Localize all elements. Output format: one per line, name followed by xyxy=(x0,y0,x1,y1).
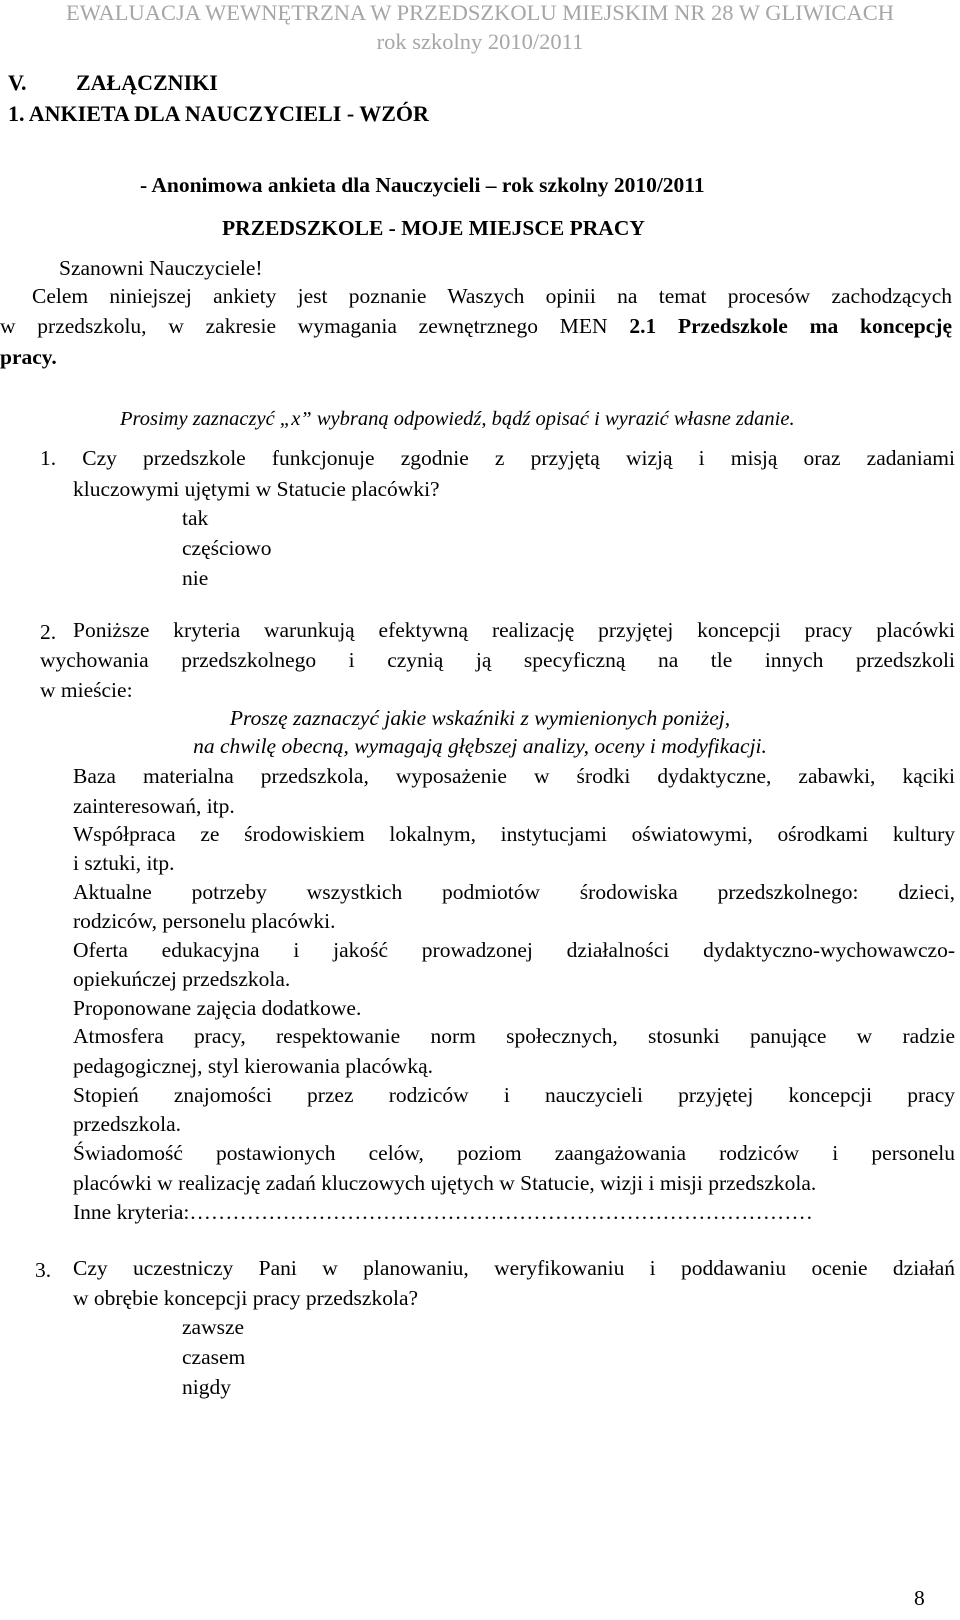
question-1-option-tak[interactable]: tak xyxy=(182,506,209,530)
question-3-line2: w obrębie koncepcji pracy przedszkola? xyxy=(73,1286,419,1310)
question-1-option-nie[interactable]: nie xyxy=(182,566,209,590)
criterion-7-line2: przedszkola. xyxy=(73,1112,182,1136)
criterion-5[interactable]: Proponowane zajęcia dodatkowe. xyxy=(73,996,362,1020)
criterion-7-line1[interactable]: Stopień znajomości przez rodziców i nauczycieli przyjętej koncepcji pracy xyxy=(73,1083,955,1107)
question-3-line1: Czy uczestniczy Pani w planowaniu, weryfikowaniu i poddawaniu ocenie działań xyxy=(73,1256,955,1280)
survey-title: - Anonimowa ankieta dla Nauczycieli – rok szkolny 2010/2011 xyxy=(140,173,705,197)
section-number: V. xyxy=(8,70,27,95)
requirement-name-continued: pracy. xyxy=(0,345,57,369)
criterion-1-line2: zainteresowań, itp. xyxy=(73,794,235,818)
intro-plain-text: w przedszkolu, w zakresie wymagania zewnętrznego MEN xyxy=(0,314,630,338)
criterion-1-line1[interactable]: Baza materialna przedszkola, wyposażenie w środki dydaktyczne, zabawki, kąciki xyxy=(73,764,955,788)
question-3-option-czasem[interactable]: czasem xyxy=(182,1345,246,1369)
question-2-number: 2. xyxy=(40,620,57,644)
requirement-name: 2.1 Przedszkole ma koncepcję xyxy=(629,314,952,338)
question-3-option-zawsze[interactable]: zawsze xyxy=(182,1315,245,1339)
question-1-line2: kluczowymi ujętymi w Statucie placówki? xyxy=(73,477,440,501)
survey-intro-line2 xyxy=(0,312,952,340)
section-title: ZAŁĄCZNIKI xyxy=(76,70,218,95)
question-2-line2: wychowania przedszkolnego i czynią ją specyficzną na tle innych przedszkoli xyxy=(40,648,955,672)
criterion-6-line1[interactable]: Atmosfera pracy, respektowanie norm społecznych, stosunki panujące w radzie xyxy=(73,1024,955,1048)
survey-intro-line1: Celem niniejszej ankiety jest poznanie Waszych opinii na temat procesów zachodzących xyxy=(32,284,952,308)
criterion-3-line1[interactable]: Aktualne potrzeby wszystkich podmiotów środowiska przedszkolnego: dzieci, xyxy=(73,880,955,904)
page-number: 8 xyxy=(914,1586,925,1610)
other-criteria-field[interactable]: Inne kryteria:…………………………………………………………………………… xyxy=(73,1200,813,1224)
criterion-2-line2: i sztuki, itp. xyxy=(73,851,175,875)
running-header-year: rok szkolny 2010/2011 xyxy=(376,29,584,54)
question-2-line3: w mieście: xyxy=(40,678,133,702)
question-2-line1: Poniższe kryteria warunkują efektywną realizację przyjętej koncepcji pracy placówki xyxy=(73,618,955,642)
running-header-title: EWALUACJA WEWNĘTRZNA W PRZEDSZKOLU MIEJSKIM NR 28 W GLIWICACH xyxy=(66,0,894,25)
question-3-number: 3. xyxy=(35,1258,52,1282)
question-1-option-czesciowo[interactable]: częściowo xyxy=(182,536,272,560)
survey-subtitle: PRZEDSZKOLE - MOJE MIEJSCE PRACY xyxy=(222,216,645,240)
question-1-line1: 1. Czy przedszkole funkcjonuje zgodnie z przyjętą wizją i misją oraz zadaniami xyxy=(40,446,955,470)
criterion-3-line2: rodziców, personelu placówki. xyxy=(73,909,336,933)
question-2-note-line1: Proszę zaznaczyć jakie wskaźniki z wymienionych poniżej, xyxy=(229,706,731,730)
survey-instruction: Prosimy zaznaczyć „x” wybraną odpowiedź, bądź opisać i wyrazić własne zdanie. xyxy=(120,408,795,430)
criterion-8-line1[interactable]: Świadomość postawionych celów, poziom zaangażowania rodziców i personelu xyxy=(73,1141,955,1165)
criterion-4-line1[interactable]: Oferta edukacyjna i jakość prowadzonej działalności dydaktyczno-wychowawczo- xyxy=(73,938,955,962)
criterion-6-line2: pedagogicznej, styl kierowania placówką. xyxy=(73,1054,433,1078)
question-2-note-line2: na chwilę obecną, wymagają głębszej analizy, oceny i modyfikacji. xyxy=(193,734,767,758)
criterion-4-line2: opiekuńczej przedszkola. xyxy=(73,967,291,991)
criterion-8-line2: placówki w realizację zadań kluczowych ujętych w Statucie, wizji i misji przedszkola. xyxy=(73,1171,817,1195)
survey-greeting: Szanowni Nauczyciele! xyxy=(59,256,263,280)
question-3-option-nigdy[interactable]: nigdy xyxy=(182,1375,231,1399)
section-subtitle: 1. ANKIETA DLA NAUCZYCIELI - WZÓR xyxy=(8,101,429,126)
criterion-2-line1[interactable]: Współpraca ze środowiskiem lokalnym, instytucjami oświatowymi, ośrodkami kultury xyxy=(73,822,955,846)
